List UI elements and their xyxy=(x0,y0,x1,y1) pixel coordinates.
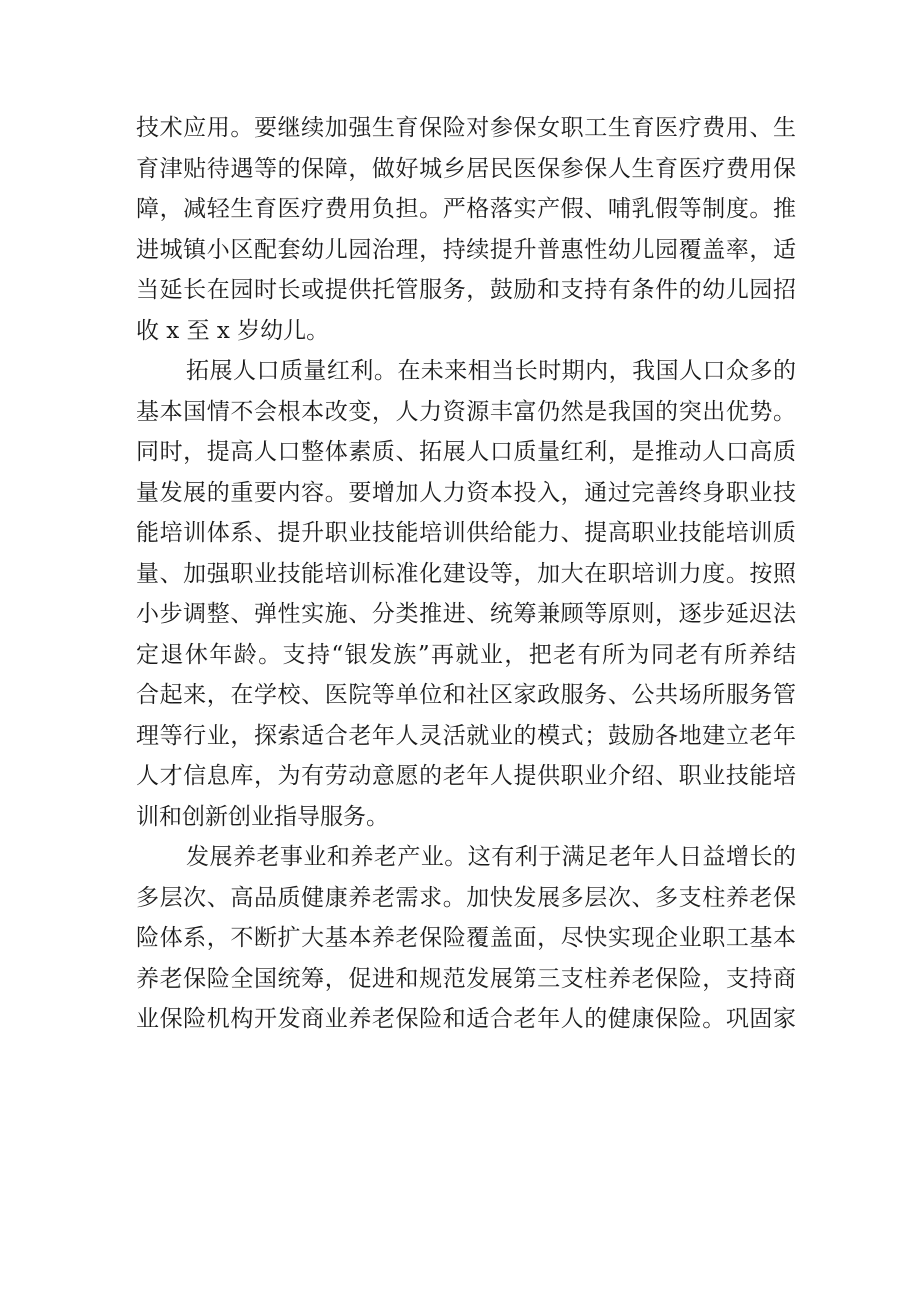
text-line: 险体系，不断扩大基本养老保险覆盖面，尽快实现企业职工基本 xyxy=(136,925,796,951)
text-line: 技术应用。要继续加强生育保险对参保女职工生育医疗费用、生 xyxy=(136,115,796,141)
text-line: 小步调整、弹性实施、分类推进、统筹兼顾等原则，逐步延迟法 xyxy=(136,601,796,627)
text-line: 人才信息库，为有劳动意愿的老年人提供职业介绍、职业技能培 xyxy=(136,763,796,789)
text-line: 基本国情不会根本改变，人力资源丰富仍然是我国的突出优势。 xyxy=(136,398,796,425)
text-line: 同时，提高人口整体素质、拓展人口质量红利，是推动人口高质 xyxy=(136,439,796,465)
text-line: 理等行业，探索适合老年人灵活就业的模式；鼓励各地建立老年 xyxy=(136,722,796,749)
text-line: 多层次、高品质健康养老需求。加快发展多层次、多支柱养老保 xyxy=(136,884,796,911)
document-body xyxy=(136,108,796,1040)
text-line: 养老保险全国统筹，促进和规范发展第三支柱养老保险，支持商 xyxy=(136,965,796,992)
text-line: 量、加强职业技能培训标准化建设等，加大在职培训力度。按照 xyxy=(136,560,796,587)
text-line: 障，减轻生育医疗费用负担。严格落实产假、哺乳假等制度。推 xyxy=(136,196,796,222)
text-line: 量发展的重要内容。要增加人力资本投入，通过完善终身职业技 xyxy=(136,479,796,506)
text-line: 当延长在园时长或提供托管服务，鼓励和支持有条件的幼儿园招 xyxy=(136,277,796,303)
text-line: 业保险机构开发商业养老保险和适合老年人的健康保险。巩固家 xyxy=(136,1006,796,1032)
text-line: 定退休年龄。支持“银发族”再就业，把老有所为同老有所养结 xyxy=(136,641,796,668)
text-line: 收 x 至 x 岁幼儿。 xyxy=(136,317,330,344)
text-line: 发展养老事业和养老产业。这有利于满足老年人日益增长的 xyxy=(186,844,796,870)
paragraph-2 xyxy=(136,351,796,837)
text-line: 能培训体系、提升职业技能培训供给能力、提高职业技能培训质 xyxy=(136,520,796,546)
text-line: 进城镇小区配套幼儿园治理，持续提升普惠性幼儿园覆盖率，适 xyxy=(136,236,796,263)
text-line: 训和创新创业指导服务。 xyxy=(136,803,389,830)
paragraph-3 xyxy=(136,837,796,1040)
paragraph-1 xyxy=(136,108,796,351)
text-line: 合起来，在学校、医院等单位和社区家政服务、公共场所服务管 xyxy=(136,682,796,708)
text-line: 育津贴待遇等的保障，做好城乡居民医保参保人生育医疗费用保 xyxy=(136,155,796,182)
text-line: 拓展人口质量红利。在未来相当长时期内，我国人口众多的 xyxy=(186,358,796,384)
